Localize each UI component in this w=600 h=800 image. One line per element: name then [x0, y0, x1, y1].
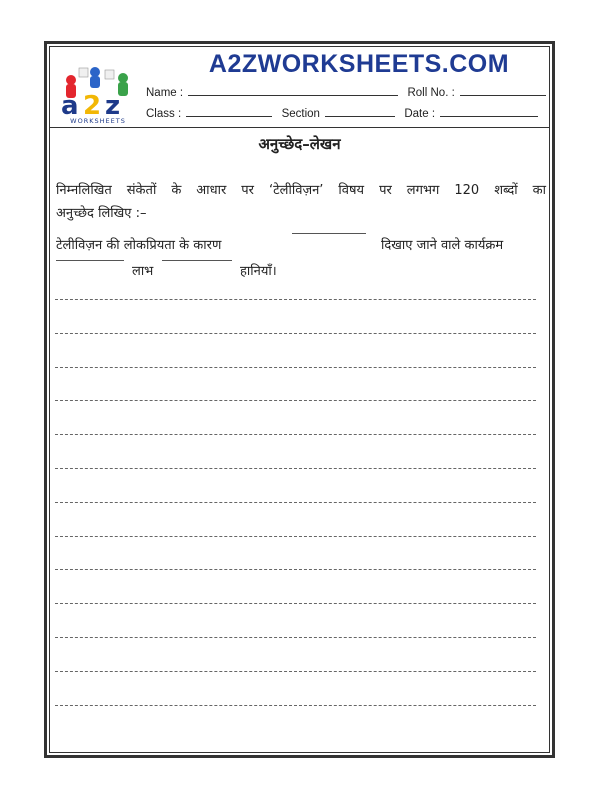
worksheet-header: [49, 46, 550, 128]
svg-text:z: z: [105, 91, 121, 121]
section-blank[interactable]: [325, 106, 395, 117]
writing-line[interactable]: [55, 434, 536, 435]
writing-line[interactable]: [55, 502, 536, 503]
hint-3: लाभ: [132, 264, 154, 279]
date-blank[interactable]: [440, 106, 538, 117]
hint-4: हानियाँ।: [240, 264, 277, 279]
writing-line[interactable]: [55, 705, 536, 706]
hint-separator-1: [292, 233, 366, 234]
writing-line[interactable]: [55, 299, 536, 300]
writing-line[interactable]: [55, 333, 536, 334]
hint-separator-3: [162, 260, 232, 261]
a2z-logo: [57, 64, 139, 126]
writing-line[interactable]: [55, 603, 536, 604]
logo-subtext: WORKSHEETS: [70, 117, 126, 125]
name-roll-row: [146, 85, 546, 99]
writing-line[interactable]: [55, 671, 536, 672]
writing-line[interactable]: [55, 468, 536, 469]
writing-line[interactable]: [55, 367, 536, 368]
svg-text:2: 2: [83, 91, 102, 121]
hints-row-1: [56, 235, 546, 255]
writing-line[interactable]: [55, 569, 536, 570]
class-label: Class :: [146, 108, 182, 120]
worksheet-heading: अनुच्छेद–लेखन: [258, 135, 341, 153]
section-label: Section: [281, 108, 320, 120]
writing-line[interactable]: [55, 637, 536, 638]
site-title: A2ZWORKSHEETS.COM: [208, 50, 510, 78]
hint-1: टेलीविज़न की लोकप्रियता के कारण: [56, 238, 222, 253]
hint-separator-2: [56, 260, 124, 261]
instruction-line-1: निम्नलिखित संकेतों के आधार पर ‘टेलीविज़न’ विषय पर लगभग 120 शब्दों का: [56, 183, 546, 198]
hints-row-2: [56, 261, 546, 281]
date-label: Date :: [404, 108, 436, 120]
roll-blank[interactable]: [460, 85, 546, 96]
svg-text:a: a: [61, 91, 79, 121]
writing-line[interactable]: [55, 400, 536, 401]
hint-2: दिखाए जाने वाले कार्यक्रम: [381, 238, 504, 253]
name-blank[interactable]: [188, 85, 398, 96]
class-blank[interactable]: [186, 106, 272, 117]
writing-line[interactable]: [55, 536, 536, 537]
roll-label: Roll No. :: [407, 87, 455, 99]
class-section-date-row: [146, 106, 538, 120]
name-label: Name :: [146, 87, 184, 99]
instruction-line-2: अनुच्छेद लिखिए :–: [56, 206, 147, 221]
